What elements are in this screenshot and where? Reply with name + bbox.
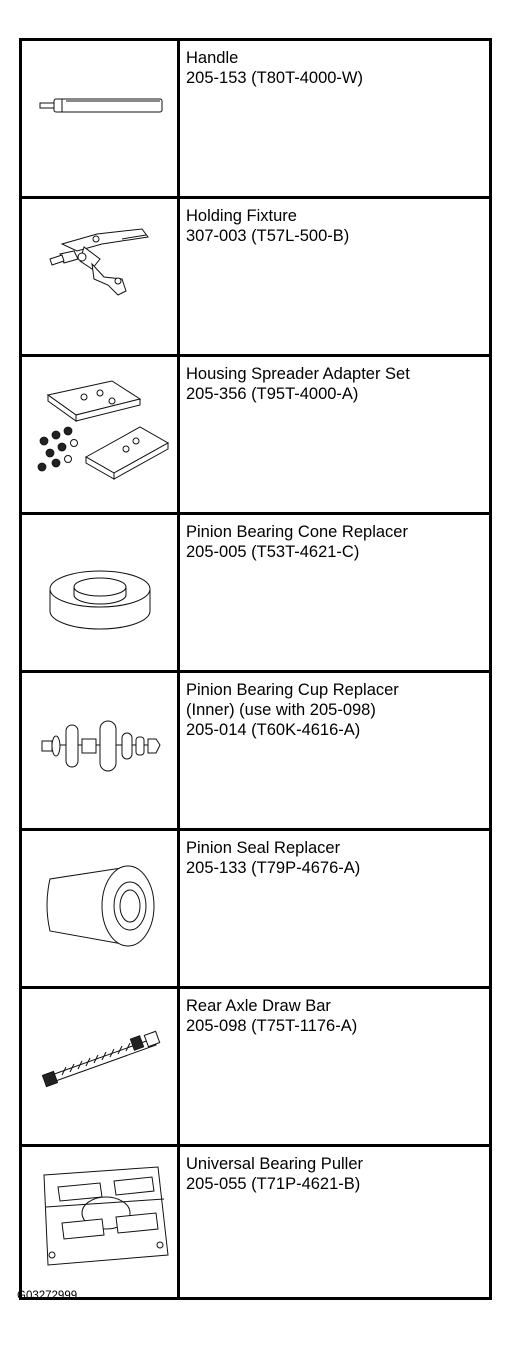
table-row bbox=[21, 988, 491, 1146]
tool-number: 205-356 (T95T-4000-A) bbox=[186, 385, 359, 403]
handle-icon bbox=[22, 41, 177, 191]
tool-description bbox=[179, 672, 491, 830]
table-row bbox=[21, 40, 491, 198]
tool-description bbox=[179, 514, 491, 672]
tool-number: 205-133 (T79P-4676-A) bbox=[186, 859, 361, 877]
holding-fixture-icon bbox=[22, 199, 177, 349]
table-row bbox=[21, 356, 491, 514]
table-row bbox=[21, 198, 491, 356]
tool-number: 307-003 (T57L-500-B) bbox=[186, 227, 350, 245]
table-row bbox=[21, 1146, 491, 1299]
draw-bar-icon bbox=[22, 989, 177, 1139]
tool-name: Pinion Bearing Cup Replacer bbox=[186, 681, 399, 699]
tool-description bbox=[179, 40, 491, 198]
seal-replacer-icon bbox=[22, 831, 177, 981]
tool-description bbox=[179, 988, 491, 1146]
tool-number: 205-153 (T80T-4000-W) bbox=[186, 69, 363, 87]
tool-number: 205-098 (T75T-1176-A) bbox=[186, 1017, 358, 1035]
adapter-set-icon bbox=[22, 357, 177, 507]
table-row bbox=[21, 514, 491, 672]
tool-name: Rear Axle Draw Bar bbox=[186, 997, 331, 1015]
tool-number: 205-055 (T71P-4621-B) bbox=[186, 1175, 361, 1193]
tool-image-cell bbox=[21, 356, 179, 514]
tool-name: Universal Bearing Puller bbox=[186, 1155, 363, 1173]
tool-image-cell bbox=[21, 988, 179, 1146]
tool-name: Housing Spreader Adapter Set bbox=[186, 365, 410, 383]
tool-description bbox=[179, 1146, 491, 1299]
cone-replacer-icon bbox=[22, 515, 177, 665]
cup-replacer-icon bbox=[22, 673, 177, 823]
tool-number: 205-014 (T60K-4616-A) bbox=[186, 721, 361, 739]
tool-name: Pinion Seal Replacer bbox=[186, 839, 341, 857]
tool-description bbox=[179, 198, 491, 356]
tool-image-cell bbox=[21, 40, 179, 198]
tool-number: 205-005 (T53T-4621-C) bbox=[186, 543, 360, 561]
bearing-puller-icon bbox=[22, 1147, 177, 1297]
tool-image-cell bbox=[21, 672, 179, 830]
tool-description bbox=[179, 356, 491, 514]
table-row bbox=[21, 830, 491, 988]
tool-name: Pinion Bearing Cone Replacer bbox=[186, 523, 408, 541]
tool-image-cell bbox=[21, 514, 179, 672]
tool-description bbox=[179, 830, 491, 988]
tool-name: Holding Fixture bbox=[186, 207, 297, 225]
table-row bbox=[21, 672, 491, 830]
special-tools-table bbox=[19, 38, 492, 1300]
tool-image-cell bbox=[21, 198, 179, 356]
tool-name-continued: (Inner) (use with 205-098) bbox=[186, 701, 376, 719]
tool-image-cell bbox=[21, 830, 179, 988]
tool-image-cell bbox=[21, 1146, 179, 1299]
figure-id: G03272999 bbox=[17, 1290, 78, 1302]
tool-name: Handle bbox=[186, 49, 239, 67]
